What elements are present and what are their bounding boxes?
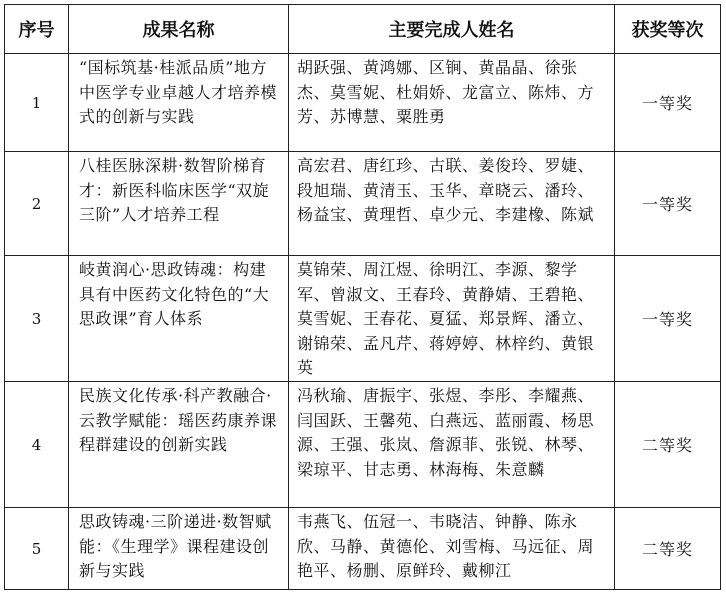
row-members: 高宏君、唐红珍、古联、姜俊玲、罗婕、段旭瑞、黄清玉、玉华、章晓云、潘玲、杨益宝、黄理哲、卓少元、李建橡、陈斌	[289, 152, 615, 256]
row-title: 岐黄润心·思政铸魂：构建具有中医药文化特色的“大思政课”育人体系	[69, 256, 289, 382]
awards-table	[4, 4, 721, 590]
awards-table-container	[4, 4, 721, 590]
row-award: 一等奖	[615, 54, 721, 152]
row-award: 二等奖	[615, 382, 721, 508]
row-index: 5	[5, 508, 69, 590]
table-header-row	[5, 5, 721, 54]
row-award: 一等奖	[615, 256, 721, 382]
row-title: 思政铸魂·三阶递进·数智赋能：《生理学》课程建设创新与实践	[69, 508, 289, 590]
row-award: 一等奖	[615, 152, 721, 256]
header-award: 获奖等次	[615, 5, 721, 54]
table-row	[5, 152, 721, 256]
row-index: 4	[5, 382, 69, 508]
row-award: 二等奖	[615, 508, 721, 590]
row-title: “国标筑基·桂派品质”地方中医学专业卓越人才培养模式的创新与实践	[69, 54, 289, 152]
row-members: 韦燕飞、伍冠一、韦晓洁、钟静、陈永欣、马静、黄德伦、刘雪梅、马远征、周艳平、杨删、原鲜玲、戴柳江	[289, 508, 615, 590]
table-row	[5, 256, 721, 382]
row-title: 民族文化传承·科产教融合·云教学赋能：瑶医药康养课程群建设的创新实践	[69, 382, 289, 508]
table-row	[5, 508, 721, 590]
row-index: 1	[5, 54, 69, 152]
header-title: 成果名称	[69, 5, 289, 54]
table-row	[5, 54, 721, 152]
header-index: 序号	[5, 5, 69, 54]
row-title: 八桂医脉深耕·数智阶梯育才：新医科临床医学“双旋三阶”人才培养工程	[69, 152, 289, 256]
row-members: 冯秋瑜、唐振宇、张煜、李彤、李耀燕、闫国跃、王馨苑、白燕远、蓝丽霞、杨思源、王强、张岚、詹源菲、张锐、林琴、梁琼平、甘志勇、林海梅、朱意麟	[289, 382, 615, 508]
table-row	[5, 382, 721, 508]
row-members: 莫锦荣、周江煜、徐明江、李源、黎学军、曾淑文、王春玲、黄静婧、王碧艳、莫雪妮、王春花、夏猛、郑景辉、潘立、谢锦荣、孟凡芹、蒋婷婷、林梓约、黄银英	[289, 256, 615, 382]
header-members: 主要完成人姓名	[289, 5, 615, 54]
row-index: 3	[5, 256, 69, 382]
row-index: 2	[5, 152, 69, 256]
row-members: 胡跃强、黄鸿娜、区锏、黄晶晶、徐张杰、莫雪妮、杜娟娇、龙富立、陈炜、方芳、苏博慧、粟胜勇	[289, 54, 615, 152]
